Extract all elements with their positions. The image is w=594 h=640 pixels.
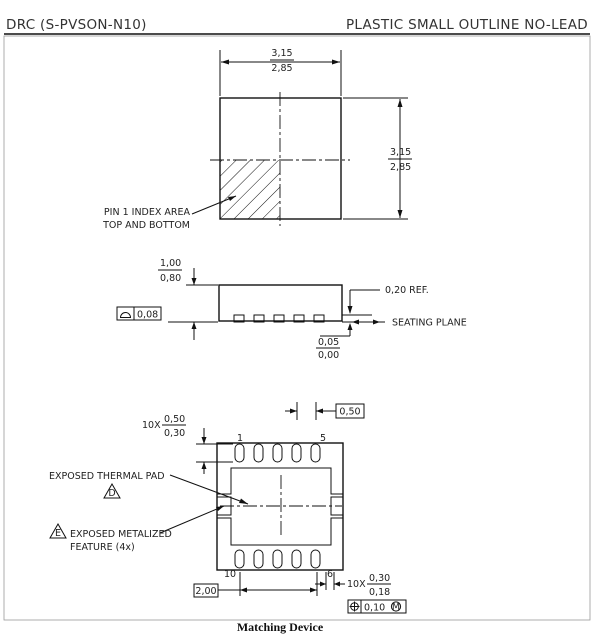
pitch-label: 0,50 [339, 406, 361, 418]
pad-width-arrow-right [334, 582, 340, 587]
pad-width-prefix: 10X [347, 579, 366, 590]
pad-length-prefix: 10X [142, 420, 161, 431]
standoff-min-label: 0,00 [318, 350, 340, 361]
pad-width-min: 0,18 [369, 587, 391, 598]
thermal-leader-arrow [239, 499, 248, 505]
metal-note-letter: E [54, 528, 62, 539]
side-height-min-label: 0,80 [160, 273, 182, 284]
flatness-value: 0,08 [137, 309, 159, 321]
profile-surface-icon [121, 313, 131, 318]
standoff-max-label: 0,05 [318, 337, 340, 348]
exposed-thermal-pad [217, 468, 343, 545]
side-height-arrow-bottom [192, 322, 197, 329]
position-tol-value: 0,10 [364, 602, 386, 614]
width-max-label: 3,15 [271, 48, 293, 59]
pad-width-arrow-left [320, 582, 326, 587]
figure-caption: Matching Device [236, 620, 324, 634]
pin-10-label: 10 [223, 569, 237, 580]
pad-width-max: 0,30 [369, 573, 391, 584]
pad-length-arrow-top [202, 437, 207, 444]
ref-arrow [348, 306, 353, 314]
bottom-pad [273, 550, 282, 568]
pad-length-min: 0,30 [164, 428, 186, 439]
side-height-max-label: 1,00 [160, 258, 182, 269]
side-height-arrow-top [192, 278, 197, 285]
side-view [117, 258, 467, 361]
pin-6-label: 6 [326, 569, 334, 580]
width-min-label: 2,85 [271, 63, 293, 74]
pin1-index-hatch [220, 160, 280, 219]
bottom-pad [235, 550, 244, 568]
span-arrow-left [240, 588, 247, 593]
width-arrow-left [221, 60, 229, 65]
pin1-label-line2: TOP AND BOTTOM [103, 220, 190, 231]
height-max-label: 3,15 [390, 147, 412, 158]
metal-leader [160, 506, 224, 533]
pin-5-label: 5 [319, 433, 327, 444]
pin-1-label: 1 [236, 433, 244, 444]
standoff-arrow [348, 323, 353, 330]
width-arrow-right [332, 60, 340, 65]
pad-length-arrow-bottom [202, 462, 207, 469]
height-min-label: 2,85 [390, 162, 412, 173]
height-arrow-bottom [398, 210, 403, 218]
thermal-leader [170, 475, 248, 504]
top-pads [235, 444, 320, 462]
thermal-pad-label: EXPOSED THERMAL PAD [49, 471, 165, 482]
pad-length-max: 0,50 [164, 414, 186, 425]
pitch-arrow-right [316, 409, 323, 414]
mmc-modifier: M [391, 601, 401, 613]
header-left-title: DRC (S-PVSON-N10) [6, 17, 147, 33]
pitch-arrow-left [290, 409, 297, 414]
thermal-note-letter: D [108, 488, 116, 499]
bottom-pad [254, 550, 263, 568]
bottom-pad [273, 444, 282, 462]
height-arrow-top [398, 99, 403, 107]
seating-arrow-right [373, 320, 380, 325]
bottom-pad [292, 444, 301, 462]
pin1-label-line1: PIN 1 INDEX AREA [103, 207, 190, 218]
header-right-title: PLASTIC SMALL OUTLINE NO-LEAD [345, 17, 588, 33]
bottom-pads [235, 550, 320, 568]
bottom-pad [311, 550, 320, 568]
top-view [102, 48, 412, 231]
flatness-control-frame [117, 307, 161, 321]
ref-label: 0,20 REF. [385, 285, 429, 296]
span-label: 2,00 [195, 586, 217, 597]
bottom-pad [292, 550, 301, 568]
seating-arrow-left [352, 320, 359, 325]
bottom-view [49, 402, 406, 614]
seating-plane-label: SEATING PLANE [392, 317, 467, 329]
metal-feature-label-line1: EXPOSED METALIZED [70, 529, 172, 540]
position-tolerance-frame [348, 600, 406, 614]
span-arrow-right [310, 588, 317, 593]
bottom-pad [311, 444, 320, 462]
bottom-pad [235, 444, 244, 462]
bottom-pad [254, 444, 263, 462]
metal-feature-label-line2: FEATURE (4x) [70, 542, 135, 553]
